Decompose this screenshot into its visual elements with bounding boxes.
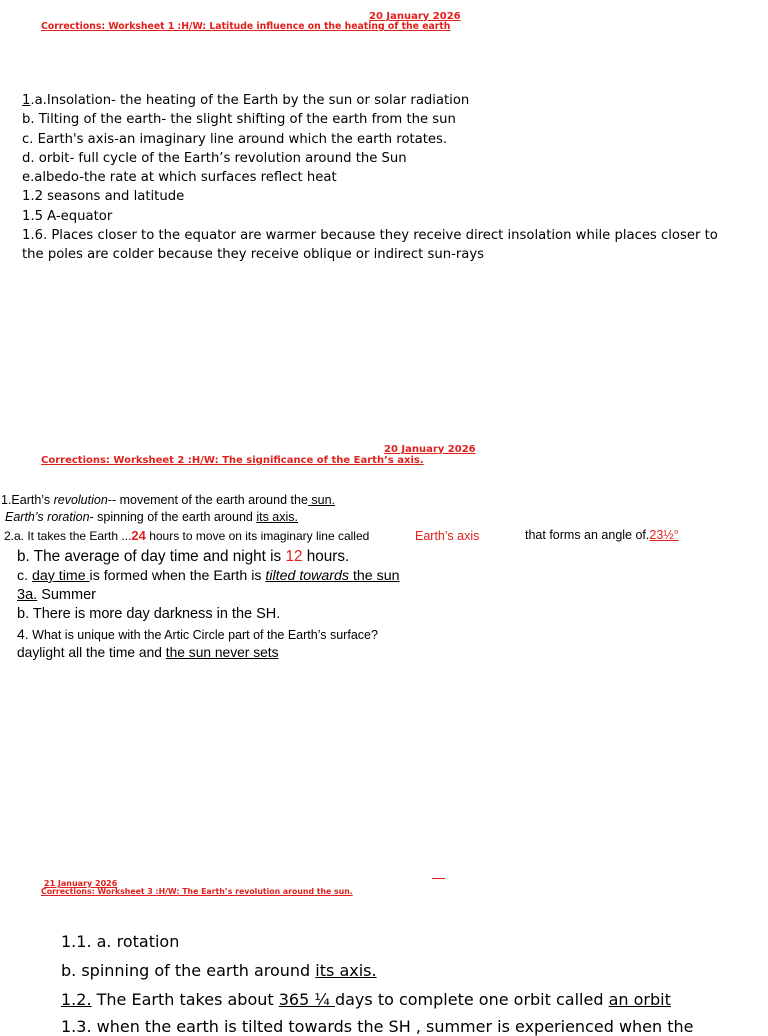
ws2-line-3b: b. There is more day darkness in the SH.: [17, 606, 281, 622]
answer-earths-axis: Earth’s axis: [415, 529, 480, 543]
worksheet3-date: 21 January 2026: [44, 879, 118, 888]
answer-1-6-line2: the poles are colder because they receive oblique or indirect sun-rays: [22, 247, 485, 263]
line-prefix: 2.a. It takes the Earth ...: [4, 529, 132, 543]
answer-1e: e.albedo-the rate at which surfaces reflect heat: [22, 170, 337, 186]
answer-tilted-towards: tilted towards: [265, 568, 353, 584]
ws2-line-2b: [17, 548, 349, 566]
ws3-line-1-3: 1.3. when the earth is tilted towards the SH , summer is experienced when the: [61, 1017, 694, 1036]
line-text: -- movement of the earth around the: [107, 493, 308, 507]
answer-1a: [22, 91, 718, 110]
answer-text: .a.Insolation- the heating of the Earth by the sun or solar radiation: [30, 93, 470, 108]
term-rotation: Earth’s roration: [5, 510, 90, 524]
line-text: that forms an angle of.: [525, 528, 650, 542]
question-number: 3a.: [17, 587, 38, 603]
ws3-line-1-2: [61, 990, 671, 1009]
line-text: The Earth takes about: [91, 990, 279, 1009]
answer-day-time: day time: [31, 568, 90, 584]
line-prefix: c.: [17, 568, 32, 584]
term-revolution: revolution: [53, 493, 108, 507]
answer-an-orbit: an orbit: [608, 990, 671, 1009]
answer-days: 365 ¼: [278, 990, 335, 1009]
worksheet1-answers: [22, 91, 718, 265]
line-text: is formed when the Earth is: [89, 568, 266, 584]
ws2-line-2a: [4, 528, 369, 543]
ws2-line-rotation: [5, 510, 298, 524]
answer-1b: b. Tilting of the earth- the slight shifting of the earth from the sun: [22, 112, 456, 128]
line-text: hours to move on its imaginary line called: [145, 529, 370, 543]
answer-sun: sun.: [307, 493, 336, 507]
ws3-line-b: [61, 961, 377, 980]
answer-1c: c. Earth's axis-an imaginary line around which the earth rotates.: [22, 131, 448, 147]
answer-number: 1: [22, 93, 31, 108]
answer-summer: Summer: [37, 587, 96, 603]
ws2-line-3a: [17, 587, 96, 603]
answer-1-5: 1.5 A-equator: [22, 208, 113, 224]
ws2-line-4: [17, 626, 378, 642]
underline-mark: [432, 878, 445, 879]
worksheet1-title: Corrections: Worksheet 1 :H/W: Latitude influence on the heating of the earth: [41, 21, 451, 32]
answer-1-6-line1: 1.6. Places closer to the equator are warmer because they receive direct insolation while places closer to: [22, 228, 718, 244]
ws2-line-2c: [17, 568, 399, 584]
ws2-line-revolution: [1, 493, 335, 507]
line-text: b. The average of day time and night is: [17, 548, 286, 565]
line-text: - spinning of the earth around: [89, 510, 257, 524]
line-text: b. spinning of the earth around: [61, 961, 316, 980]
answer-angle: 23½°: [649, 528, 679, 542]
ws2-line-4-answer: [17, 645, 279, 660]
worksheet3-title: Corrections: Worksheet 3 :H/W: The Earth’s revolution around the sun.: [41, 887, 353, 896]
worksheet2-title: Corrections: Worksheet 2 :H/W: The significance of the Earth’s axis.: [41, 455, 424, 466]
answer-sun-never-sets: the sun never sets: [165, 645, 279, 660]
worksheet1-date: 20 January 2026: [369, 11, 461, 22]
answer-hours: 24: [131, 528, 146, 543]
question-number: 1.2.: [61, 990, 92, 1009]
line-prefix: 1.Earth’s: [1, 493, 54, 507]
ws3-line-1-1: 1.1. a. rotation: [61, 932, 180, 951]
answer-its-axis: its axis.: [256, 510, 299, 524]
worksheet2-date: 20 January 2026: [384, 444, 476, 455]
ws2-line-2a-angle: [525, 528, 679, 542]
question-text: What is unique with the Artic Circle part of the Earth’s surface?: [28, 628, 378, 642]
answer-the-sun: the sun: [352, 568, 400, 584]
line-text: hours.: [302, 548, 350, 565]
line-text: days to complete one orbit called: [334, 990, 609, 1009]
answer-its-axis: its axis.: [315, 961, 377, 980]
line-text: daylight all the time and: [17, 645, 166, 660]
question-number: 4.: [17, 626, 29, 642]
answer-12: 12: [285, 548, 303, 565]
answer-1d: d. orbit- full cycle of the Earth’s revolution around the Sun: [22, 150, 407, 166]
answer-1-2: 1.2 seasons and latitude: [22, 189, 185, 205]
